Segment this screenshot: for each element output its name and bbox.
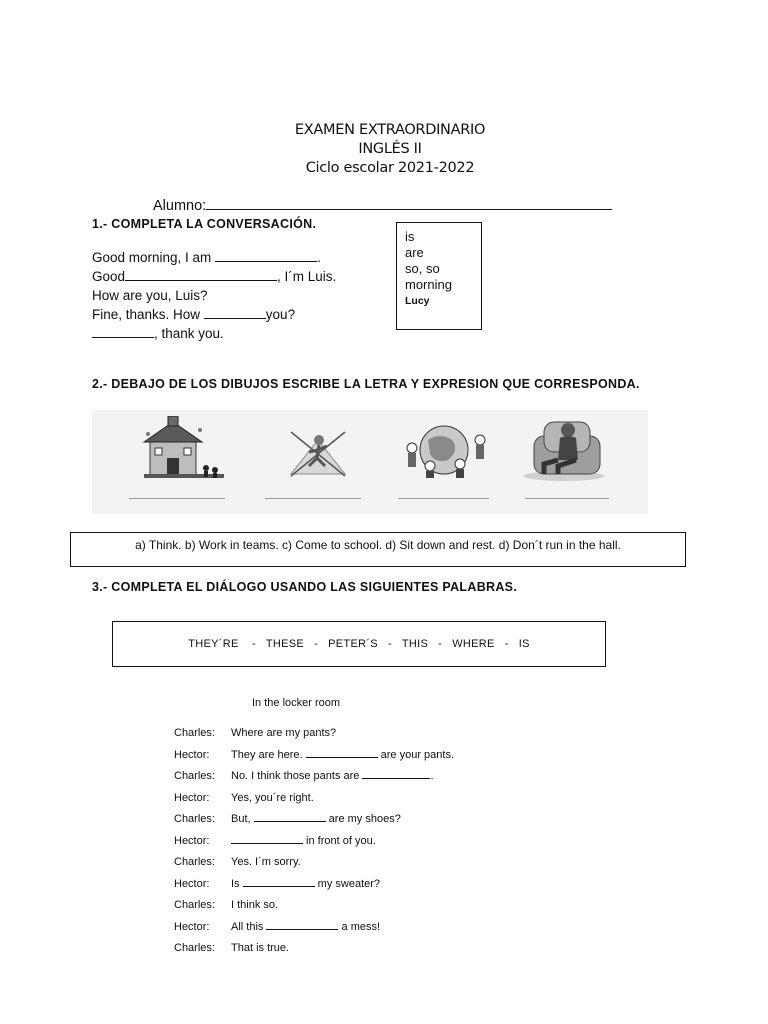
dialog-text: They are here.	[231, 748, 306, 761]
dialog-text: All this	[231, 920, 267, 933]
answer-blank[interactable]	[243, 877, 315, 887]
exam-title: EXAMEN EXTRAORDINARIO	[294, 122, 486, 138]
dialog	[174, 723, 454, 960]
dialog-text: But,	[231, 813, 254, 825]
conversation-line	[92, 267, 336, 286]
word-bank-box-2	[112, 621, 606, 667]
conversation-line	[92, 324, 336, 343]
picture-strip	[92, 410, 648, 514]
conversation-line	[92, 248, 336, 267]
dialog-text: in front of you.	[303, 834, 376, 847]
dialog-row	[174, 874, 454, 896]
answer-blank[interactable]	[306, 748, 378, 758]
answer-blank[interactable]	[215, 249, 317, 262]
answer-blank[interactable]	[266, 920, 338, 930]
answer-blank[interactable]	[254, 812, 326, 822]
answer-blank[interactable]	[362, 769, 430, 779]
dialog-text: No. I think those pants are	[231, 770, 363, 782]
dialog-text: That is true.	[231, 942, 290, 954]
section1-heading: 1.- COMPLETA LA CONVERSACIÓN.	[92, 217, 317, 231]
speaker: Charles:	[174, 856, 215, 868]
dialog-text: my sweater?	[314, 877, 381, 890]
dialog-text: a mess!	[338, 920, 381, 933]
dialog-row	[174, 766, 454, 788]
dialog-text: Where are my pants?	[231, 727, 337, 739]
dialog-row	[174, 938, 454, 960]
word-bank-item: so, so	[405, 261, 440, 276]
section3-heading: 3.- COMPLETA EL DIÁLOGO USANDO LAS SIGUIENTES PALABRAS.	[92, 580, 518, 594]
teamwork-icon	[400, 420, 492, 478]
dialog-row	[174, 831, 454, 853]
speaker: Charles:	[174, 770, 215, 782]
options-box: a) Think. b) Work in teams. c) Come to school. d) Sit down and rest. d) Don´t run in the hall.	[70, 532, 686, 567]
student-label: Alumno:	[153, 198, 207, 214]
answer-line-2[interactable]	[265, 498, 361, 499]
answer-line-4[interactable]	[525, 498, 609, 499]
dialog-text: Yes, you´re right.	[231, 791, 314, 804]
word-bank-item: morning	[405, 277, 452, 292]
answer-blank[interactable]	[231, 834, 303, 844]
conversation-line	[92, 305, 336, 324]
dialog-row	[174, 788, 454, 810]
section2-heading: 2.- DEBAJO DE LOS DIBUJOS ESCRIBE LA LETRA Y EXPRESION QUE CORRESPONDA.	[92, 377, 640, 391]
speaker: Charles:	[174, 727, 215, 739]
student-name-row	[153, 197, 612, 214]
answer-line-3[interactable]	[398, 498, 489, 499]
line-text: , thank you.	[154, 326, 224, 341]
speaker: Hector:	[174, 920, 210, 933]
exam-subject: INGLÉS II	[358, 141, 422, 157]
student-name-blank[interactable]	[206, 197, 612, 210]
speaker: Charles:	[174, 813, 215, 825]
line-text: , I´m Luis.	[277, 269, 337, 284]
answer-blank[interactable]	[92, 325, 154, 338]
answer-line-1[interactable]	[129, 498, 225, 499]
answer-blank[interactable]	[204, 306, 266, 319]
scene-title: In the locker room	[252, 697, 341, 709]
speaker: Hector:	[174, 877, 210, 890]
dialog-text: .	[430, 770, 434, 782]
no-running-icon	[287, 430, 349, 478]
line-text: Good morning, I am	[92, 250, 216, 265]
word-bank-item: is	[405, 229, 415, 244]
dialog-row	[174, 723, 454, 745]
dialog-row	[174, 809, 454, 831]
line-text: Fine, thanks. How	[92, 307, 204, 322]
resting-person-icon	[518, 414, 610, 482]
word-bank-box	[396, 222, 482, 330]
word-bank-item: are	[405, 245, 424, 260]
conversation-line	[92, 286, 336, 305]
speaker: Charles:	[174, 899, 215, 911]
dialog-text: Yes. I´m sorry.	[231, 856, 301, 868]
dialog-row	[174, 895, 454, 917]
dialog-text: are your pants.	[377, 748, 455, 761]
line-text: you?	[265, 307, 296, 322]
line-text: How are you, Luis?	[92, 288, 208, 303]
school-icon	[136, 416, 228, 482]
dialog-text: Is	[231, 877, 243, 890]
speaker: Hector:	[174, 791, 210, 804]
word-bank-item: Lucy	[405, 295, 430, 307]
dialog-text: I think so.	[231, 899, 279, 911]
speaker: Charles:	[174, 942, 215, 954]
dialog-row	[174, 745, 454, 767]
exam-school-year: Ciclo escolar 2021-2022	[305, 160, 475, 176]
speaker: Hector:	[174, 748, 210, 761]
word-bank-list: THEY´RE - THESE - PETER´S - THIS - WHERE - IS	[188, 638, 530, 650]
answer-blank[interactable]	[125, 268, 277, 281]
dialog-text: are my shoes?	[325, 813, 401, 825]
dialog-row	[174, 917, 454, 939]
speaker: Hector:	[174, 834, 210, 847]
line-text: .	[317, 250, 321, 265]
conversation	[92, 248, 336, 343]
dialog-row	[174, 852, 454, 874]
line-text: Good	[92, 269, 126, 284]
